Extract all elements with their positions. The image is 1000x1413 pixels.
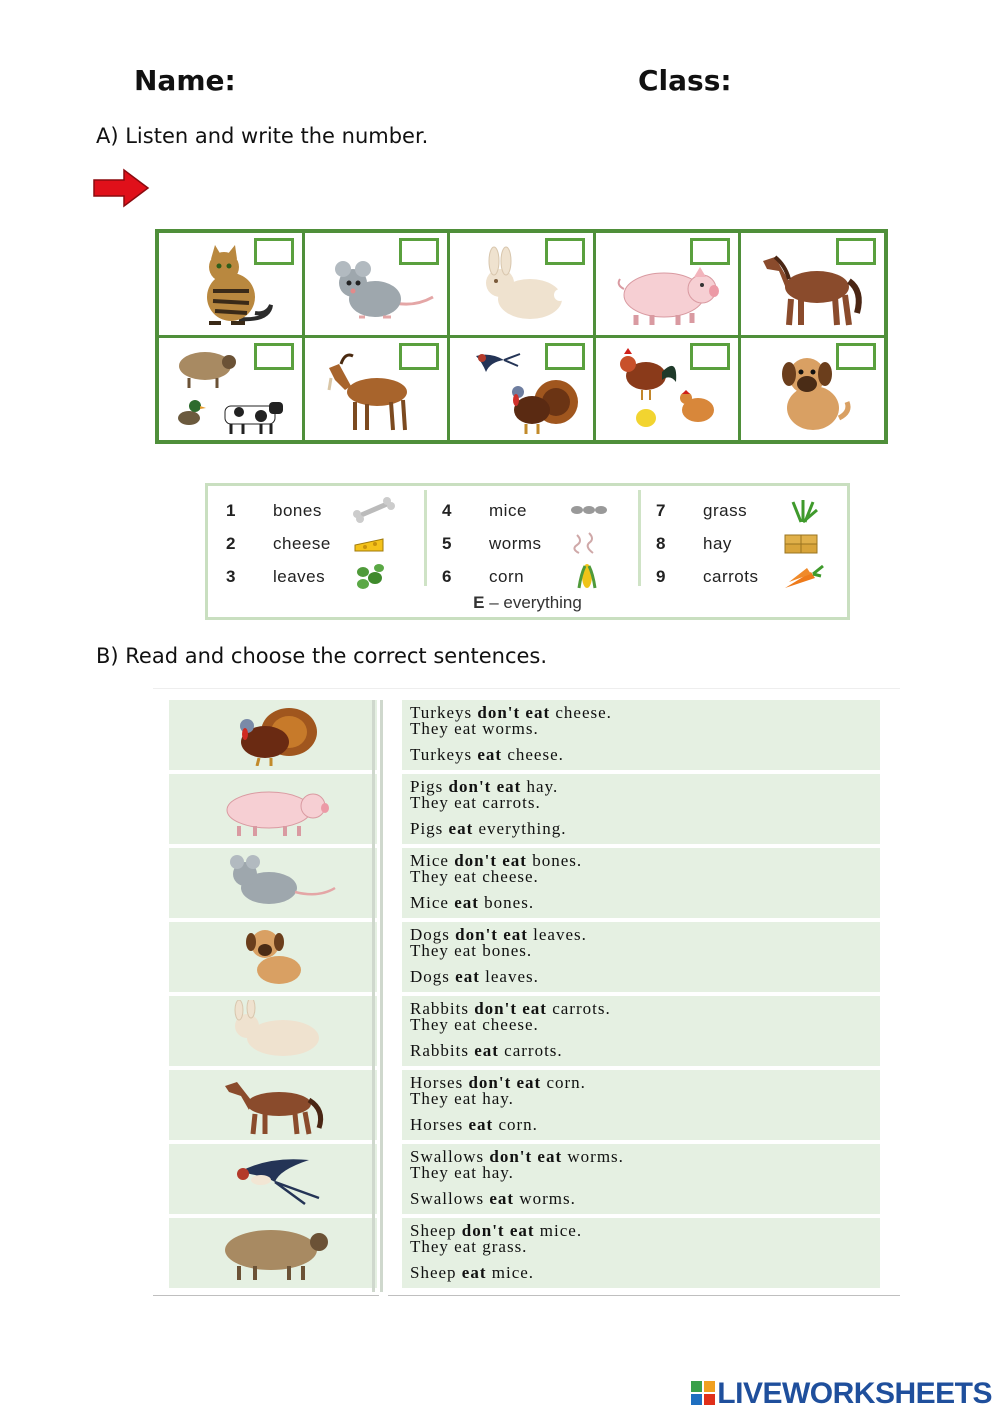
- sentence-option-1[interactable]: Dogs don't eat leaves.: [410, 925, 587, 944]
- sentence-option-2[interactable]: Sheep eat mice.: [410, 1263, 535, 1282]
- sheep-icon: [209, 1222, 339, 1284]
- sentence-option-1[interactable]: Sheep don't eat mice.: [410, 1221, 583, 1240]
- mice-icon: [567, 496, 613, 524]
- picture-row-dog: [169, 922, 377, 992]
- sentence-row-dog: [402, 922, 880, 992]
- worms-icon: [567, 529, 613, 557]
- name-label: Name:: [134, 64, 236, 97]
- grid-cell-cat: [159, 233, 302, 335]
- food-key-footer: E – everything: [473, 593, 582, 612]
- leaves-icon: [351, 562, 397, 590]
- picture-row-pig: [169, 774, 377, 844]
- sentence-option-1-detail[interactable]: They eat hay.: [410, 1163, 514, 1182]
- grid-cell-dog: [741, 338, 884, 440]
- class-label: Class:: [638, 64, 732, 97]
- liveworksheets-mark-icon: [691, 1381, 715, 1405]
- answer-box[interactable]: [254, 238, 294, 265]
- sentence-option-2[interactable]: Mice eat bones.: [410, 893, 535, 912]
- column-divider: [372, 700, 375, 1292]
- play-arrow-icon[interactable]: [92, 168, 150, 208]
- answer-box[interactable]: [690, 343, 730, 370]
- hay-icon: [781, 529, 827, 557]
- food-key-column-2: 4 mice 5 worms 6 corn: [428, 492, 640, 590]
- answer-box[interactable]: [690, 238, 730, 265]
- grid-cell-pig: [596, 233, 739, 335]
- sentence-option-2[interactable]: Dogs eat leaves.: [410, 967, 539, 986]
- liveworksheets-logo: LIVEWORKSHEETS: [691, 1377, 992, 1411]
- grid-cell-farm-animals: [159, 338, 302, 440]
- sentence-option-1[interactable]: Rabbits don't eat carrots.: [410, 999, 611, 1018]
- sentence-option-1[interactable]: Turkeys don't eat cheese.: [410, 703, 612, 722]
- sentence-option-1[interactable]: Swallows don't eat worms.: [410, 1147, 624, 1166]
- sentence-option-1[interactable]: Pigs don't eat hay.: [410, 777, 559, 796]
- picture-row-rabbit: [169, 996, 377, 1066]
- part-b-instruction: B) Read and choose the correct sentences.: [96, 644, 548, 668]
- sentence-option-1-detail[interactable]: They eat hay.: [410, 1089, 514, 1108]
- sentence-row-horse: [402, 1070, 880, 1140]
- table-bottom-line: [388, 1295, 900, 1296]
- food-key-column-3: 7 grass 8 hay 9 carrots: [642, 492, 854, 590]
- food-key: [205, 483, 850, 620]
- sentence-option-1[interactable]: Mice don't eat bones.: [410, 851, 583, 870]
- sentence-option-2[interactable]: Horses eat corn.: [410, 1115, 538, 1134]
- sentence-option-1-detail[interactable]: They eat worms.: [410, 719, 539, 738]
- answer-box[interactable]: [836, 343, 876, 370]
- grass-icon: [781, 496, 827, 524]
- sentence-row-sheep: [402, 1218, 880, 1288]
- sentence-row-rabbit: [402, 996, 880, 1066]
- sentence-option-1-detail[interactable]: They eat grass.: [410, 1237, 528, 1256]
- grid-cell-mouse: [305, 233, 448, 335]
- grid-cell-birds: [450, 338, 593, 440]
- bones-icon: [351, 496, 397, 524]
- grid-cell-rabbit: [450, 233, 593, 335]
- grid-cell-goat: [305, 338, 448, 440]
- answer-box[interactable]: [399, 238, 439, 265]
- picture-row-turkey: [169, 700, 377, 770]
- animal-pictures-column: [153, 690, 379, 1296]
- sentence-option-2[interactable]: Pigs eat everything.: [410, 819, 567, 838]
- table-bottom-line: [153, 1295, 379, 1296]
- turkey-icon: [209, 704, 339, 766]
- sentence-option-2[interactable]: Swallows eat worms.: [410, 1189, 576, 1208]
- pig-icon: [209, 778, 339, 840]
- sentences-column: [388, 690, 900, 1296]
- picture-row-mouse: [169, 848, 377, 918]
- swallow-icon: [209, 1148, 339, 1210]
- sentence-option-2[interactable]: Rabbits eat carrots.: [410, 1041, 563, 1060]
- answer-box[interactable]: [545, 343, 585, 370]
- sentence-option-2[interactable]: Turkeys eat cheese.: [410, 745, 564, 764]
- sentence-option-1-detail[interactable]: They eat carrots.: [410, 793, 541, 812]
- answer-box[interactable]: [836, 238, 876, 265]
- part-a-instruction: A) Listen and write the number.: [96, 124, 429, 148]
- picture-row-sheep: [169, 1218, 377, 1288]
- cheese-icon: [351, 529, 397, 557]
- table-top-line: [153, 688, 900, 689]
- sentence-option-1-detail[interactable]: They eat cheese.: [410, 867, 539, 886]
- corn-icon: [567, 562, 613, 590]
- grid-cell-horse: [741, 233, 884, 335]
- horse-icon: [209, 1074, 339, 1136]
- carrots-icon: [781, 562, 827, 590]
- picture-row-swallow: [169, 1144, 377, 1214]
- answer-box[interactable]: [399, 343, 439, 370]
- sentence-option-1[interactable]: Horses don't eat corn.: [410, 1073, 586, 1092]
- rabbit-icon: [209, 1000, 339, 1062]
- sentence-option-1-detail[interactable]: They eat cheese.: [410, 1015, 539, 1034]
- sentence-option-1-detail[interactable]: They eat bones.: [410, 941, 533, 960]
- grid-cell-chickens: [596, 338, 739, 440]
- listening-grid: [155, 229, 888, 444]
- answer-box[interactable]: [254, 343, 294, 370]
- sentence-row-mouse: [402, 848, 880, 918]
- column-divider: [380, 700, 383, 1292]
- key-divider: [424, 490, 427, 586]
- dog-icon: [209, 926, 339, 988]
- key-divider: [638, 490, 641, 586]
- sentence-row-swallow: [402, 1144, 880, 1214]
- sentence-row-pig: [402, 774, 880, 844]
- food-key-column-1: 1 bones 2 cheese 3 leaves: [212, 492, 424, 590]
- sentence-row-turkey: [402, 700, 880, 770]
- mouse-icon: [209, 852, 339, 914]
- picture-row-horse: [169, 1070, 377, 1140]
- answer-box[interactable]: [545, 238, 585, 265]
